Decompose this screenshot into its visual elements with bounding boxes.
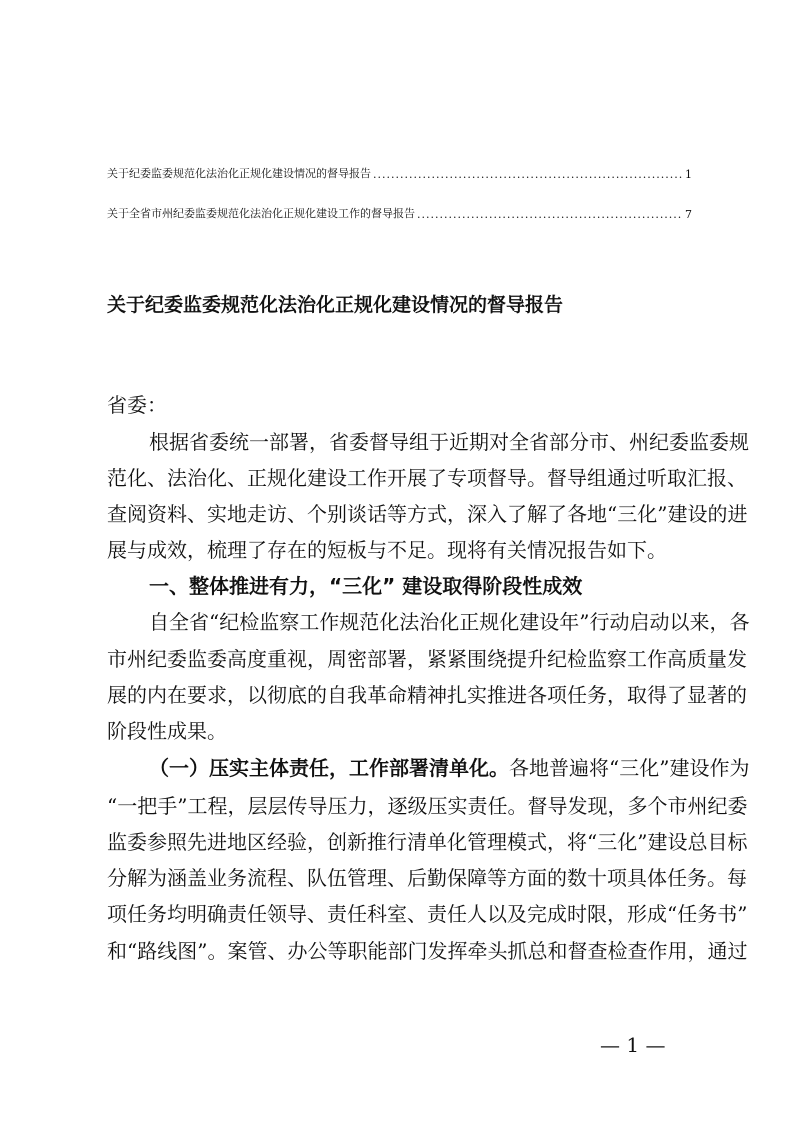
toc-entry[interactable] (107, 205, 692, 221)
paragraph-line: 范化、法治化、正规化建设工作开展了专项督导。督导组通过听取汇报、 (107, 466, 747, 490)
page-number: — 1 — (600, 1033, 666, 1057)
paragraph-line: 分解为涵盖业务流程、队伍管理、后勤保障等方面的数十项具体任务。每 (107, 866, 747, 890)
paragraph-line: 查阅资料、实地走访、个别谈话等方式，深入了解了各地“三化”建设的进 (107, 502, 748, 526)
paragraph-line: 展的内在要求，以彻底的自我革命精神扎实推进各项任务，取得了显著的 (107, 683, 747, 707)
toc-leader-dots (373, 168, 683, 181)
paragraph-line (149, 755, 750, 781)
paragraph-line: 自全省“纪检监察工作规范化法治化正规化建设年”行动启动以来，各 (149, 610, 750, 634)
toc-entry-page: 7 (685, 208, 692, 221)
toc-leader-dots (417, 208, 683, 221)
toc-entry-page: 1 (685, 168, 692, 181)
paragraph-line: “一把手”工程，层层传导压力，逐级压实责任。督导发现，多个市州纪委 (107, 794, 748, 818)
toc-entry[interactable] (107, 165, 692, 181)
paragraph-line: 项任务均明确责任领导、责任科室、责任人以及完成时限，形成“任务书” (107, 902, 748, 926)
paragraph-line: 监委参照先进地区经验，创新推行清单化管理模式，将“三化”建设总目标 (107, 830, 748, 854)
salutation: 省委： (107, 393, 167, 417)
paragraph-line: 展与成效，梳理了存在的短板与不足。现将有关情况报告如下。 (107, 538, 667, 562)
toc-entry-title: 关于全省市州纪委监委规范化法治化正规化建设工作的督导报告 (107, 207, 415, 220)
paragraph-text: 各地普遍将“三化”建设作为 (509, 756, 750, 780)
toc-entry-title: 关于纪委监委规范化法治化正规化建设情况的督导报告 (107, 167, 371, 180)
paragraph-line: 阶段性成果。 (107, 719, 227, 743)
paragraph-line: 和“路线图”。案管、办公等职能部门发挥牵头抓总和督查检查作用，通过 (107, 939, 748, 963)
section-heading: 一、整体推进有力，“三化” 建设取得阶段性成效 (149, 574, 583, 598)
paragraph-line: 市州纪委监委高度重视，周密部署，紧紧围绕提升纪检监察工作高质量发 (107, 647, 747, 671)
document-title: 关于纪委监委规范化法治化正规化建设情况的督导报告 (107, 294, 564, 316)
subsection-heading: （一）压实主体责任，工作部署清单化。 (149, 756, 509, 780)
paragraph-line: 根据省委统一部署，省委督导组于近期对全省部分市、州纪委监委规 (149, 430, 749, 454)
